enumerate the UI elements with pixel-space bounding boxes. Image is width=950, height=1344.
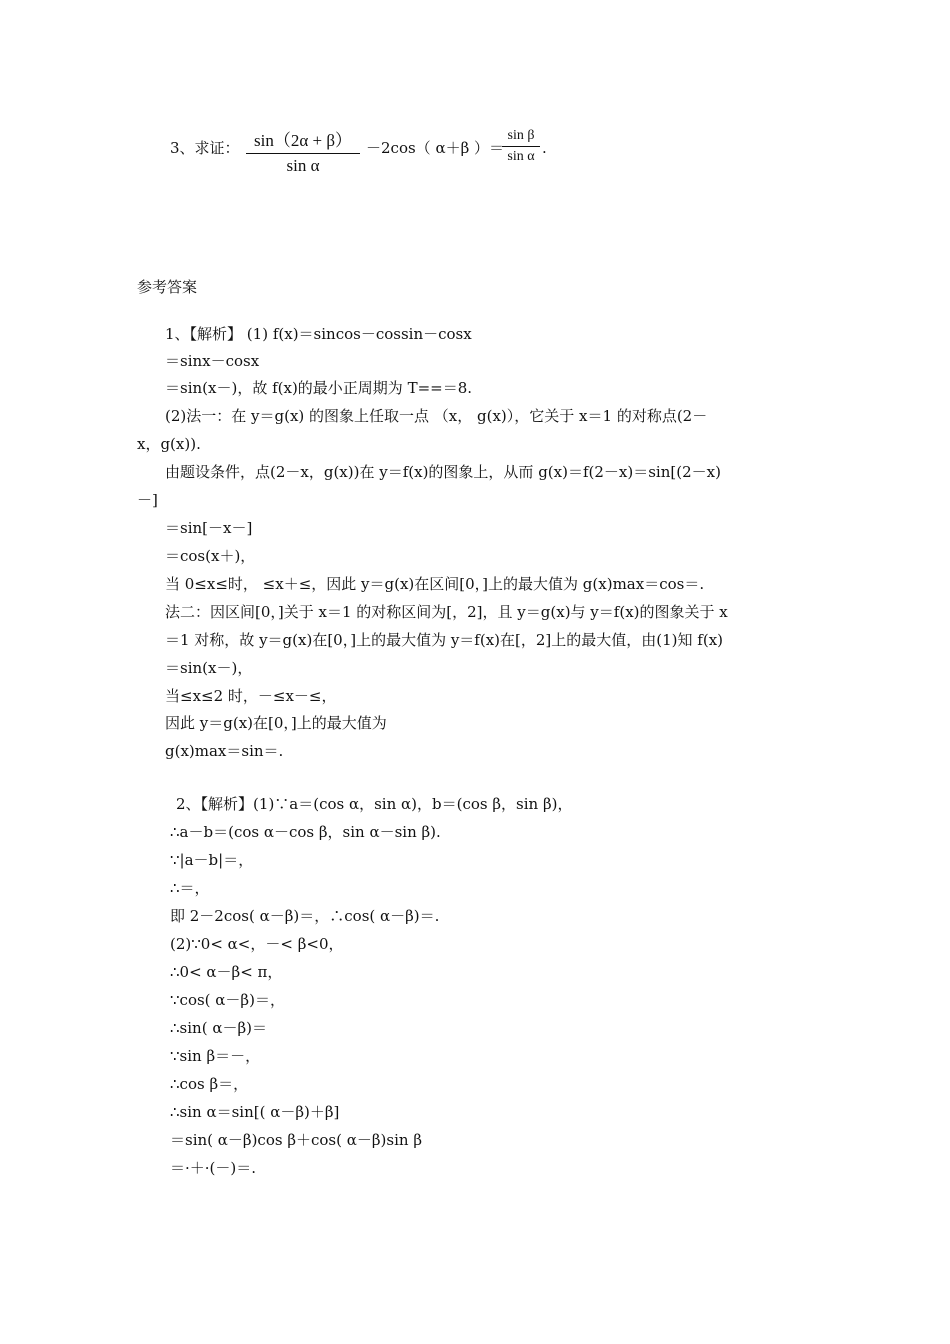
answer-2-line: ∴sin α＝sin[( α－β)＋β] — [170, 1103, 340, 1121]
fraction-left-denominator: sin α — [286, 156, 320, 175]
fraction-left-bar — [246, 153, 360, 154]
fraction-right — [502, 128, 540, 165]
answer-2-line: 即 2－2cos( α－β)＝，∴cos( α－β)＝. — [170, 907, 440, 925]
answer-1-line: ＝1 对称，故 y＝g(x)在[0，]上的最大值为 y＝f(x)在[，2]上的最大值，由(1)知 f(x) — [165, 631, 724, 649]
answer-1-line: 由题设条件，点(2－x，g(x))在 y＝f(x)的图象上，从而 g(x)＝f(2－x)＝sin[(2－x) — [165, 463, 721, 481]
answer-2-line: ＝sin( α－β)cos β＋cos( α－β)sin β — [170, 1131, 422, 1149]
fraction-right-numerator: sin β — [507, 128, 535, 143]
answer-1-line: x，g(x)). — [137, 435, 201, 453]
answer-2-line: ∴a－b＝(cos α－cos β，sin α－sin β). — [170, 823, 441, 841]
answer-2-line: (2)∵0< α<，－< β<0， — [170, 935, 344, 953]
answer-1-line: ＝sinx－cosx — [165, 352, 260, 370]
answer-2-line: ∵cos( α－β)＝， — [170, 991, 285, 1009]
answer-2-line: ∵sin β＝－， — [170, 1047, 261, 1065]
answer-2-line: ＝·＋·(－)＝. — [170, 1159, 257, 1177]
answer-1-line: ＝sin[－x－] — [165, 519, 253, 537]
answer-2-line: ∵|a－b|＝， — [170, 851, 254, 869]
answer-1-line: 因此 y＝g(x)在[0，]上的最大值为 — [165, 714, 387, 732]
fraction-right-denominator: sin α — [507, 149, 535, 164]
problem-3-end: . — [542, 139, 547, 157]
problem-3-label: 3、求证： — [170, 139, 240, 157]
answer-1-line: ＝cos(x＋)， — [165, 547, 256, 565]
answer-1-line: 当≤x≤2 时，－≤x－≤， — [165, 687, 337, 705]
answer-1-line: (2)法一：在 y＝g(x) 的图象上任取一点 （x， g(x)），它关于 x＝1 的对称点(2－ — [165, 407, 708, 425]
answer-2-line: ∴＝， — [170, 879, 210, 897]
answer-1-line: ＝sin(x－)， — [165, 659, 253, 677]
fraction-left-numerator: sin（2α + β） — [254, 131, 352, 150]
answer-1-line: －] — [137, 491, 158, 509]
answer-2-line: 2、【解析】(1)∵a＝(cos α，sin α)，b＝(cos β，sin β)， — [176, 795, 573, 813]
answer-1-line: 当 0≤x≤时， ≤x＋≤，因此 y＝g(x)在区间[0，]上的最大值为 g(x)max＝cos＝. — [165, 575, 705, 593]
answer-1-line: 法二：因区间[0，]关于 x＝1 的对称区间为[，2]，且 y＝g(x)与 y＝f(x)的图象关于 x — [165, 603, 728, 621]
answer-1-line: ＝sin(x－)，故 f(x)的最小正周期为 T==＝8. — [165, 379, 473, 397]
answer-1-line: 1、【解析】 (1) f(x)＝sincos－cossin－cosx — [165, 325, 472, 343]
problem-3-middle: －2cos（ α＋β ）＝ — [366, 139, 505, 157]
fraction-left — [246, 126, 360, 176]
answer-2-line: ∴cos β＝， — [170, 1075, 249, 1093]
answer-2-line: ∴0< α－β< π， — [170, 963, 283, 981]
fraction-right-bar — [502, 146, 540, 147]
answer-2-line: ∴sin( α－β)＝ — [170, 1019, 267, 1037]
answers-heading: 参考答案 — [137, 278, 198, 296]
answer-1-line: g(x)max＝sin＝. — [165, 742, 284, 760]
